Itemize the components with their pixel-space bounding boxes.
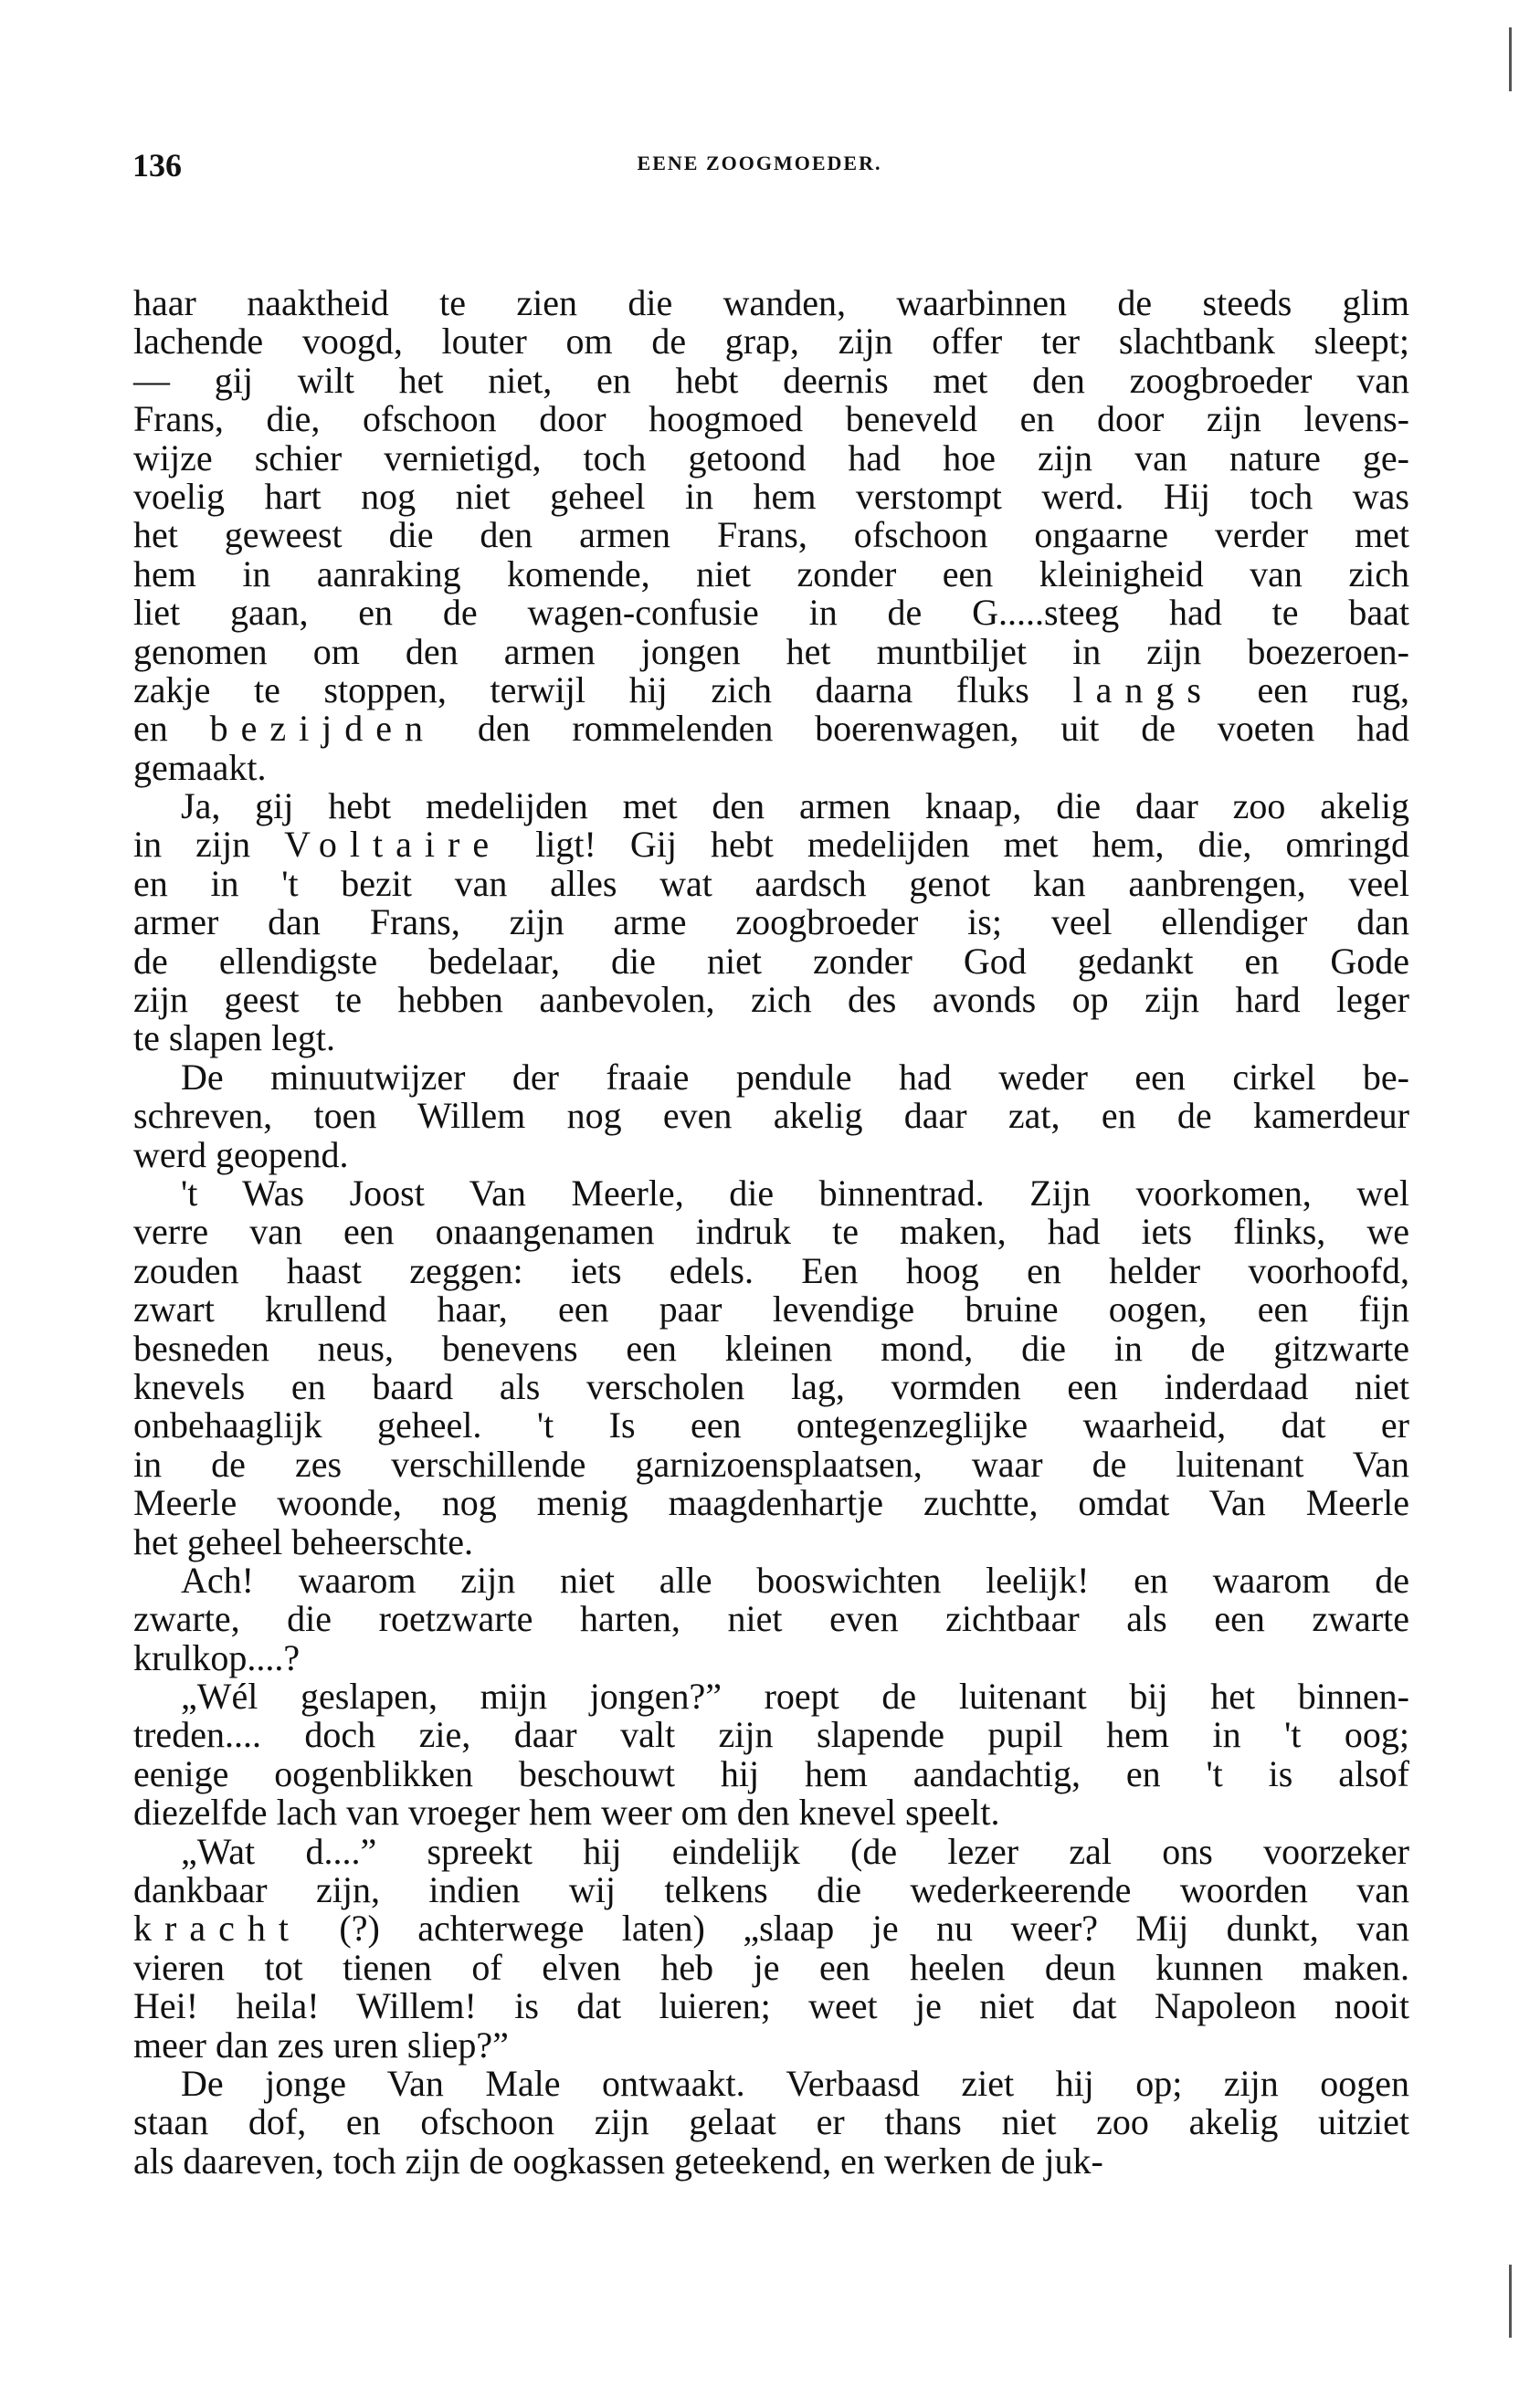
scan-edge-mark bbox=[1509, 27, 1512, 91]
letterspaced-emphasis: kracht bbox=[133, 1908, 301, 1950]
text-line: liet gaan, en de wagen-confusie in de G.....steeg had te baat bbox=[133, 592, 1409, 634]
text-line: Ja, gij hebt medelijden met den armen knaap, die daar zoo akelig bbox=[181, 785, 1409, 827]
text-line: treden.... doch zie, daar valt zijn slapende pupil hem in 't oog; bbox=[133, 1714, 1409, 1756]
text-line: zouden haast zeggen: iets edels. Een hoog en helder voorhoofd, bbox=[133, 1249, 1409, 1291]
text-line: Frans, die, ofschoon door hoogmoed beneveld en door zijn levens- bbox=[133, 398, 1409, 440]
text-line: staan dof, en ofschoon zijn gelaat er thans niet zoo akelig uitziet bbox=[133, 2101, 1409, 2143]
text-line: krulkop....? bbox=[133, 1636, 301, 1678]
scan-edge-mark bbox=[1509, 2265, 1512, 2338]
text-line: armer dan Frans, zijn arme zoogbroeder is; veel ellendiger dan bbox=[133, 901, 1409, 943]
text-segment: (?) achterwege laten) „slaap je nu weer? Mij dunkt, van bbox=[301, 1908, 1409, 1950]
text-line: hem in aanraking komende, niet zonder een kleinigheid van zich bbox=[133, 552, 1409, 594]
text-line: zwarte, die roetzwarte harten, niet even zichtbaar als een zwarte bbox=[133, 1598, 1409, 1640]
text-line: het geweest die den armen Frans, ofschoon ongaarne verder met bbox=[133, 514, 1409, 556]
text-line: — gij wilt het niet, en hebt deernis met den zoogbroeder van bbox=[133, 359, 1409, 401]
paragraph bbox=[133, 1830, 1409, 2066]
text-line: het geheel beheerschte. bbox=[133, 1520, 474, 1562]
text-segment: zakje te stoppen, terwijl hij zich daarna fluks bbox=[133, 668, 1073, 710]
paragraph bbox=[133, 1677, 1409, 1833]
text-segment: ligt! Gij hebt medelijden met hem, die, omringd bbox=[501, 824, 1409, 866]
text-line: knevels en baard als verscholen lag, vormden een inderdaad niet bbox=[133, 1365, 1409, 1407]
text-line: de ellendigste bedelaar, die niet zonder God gedankt en Gode bbox=[133, 940, 1409, 982]
text-line: De minuutwijzer der fraaie pendule had weder een cirkel be- bbox=[181, 1056, 1409, 1098]
paragraph bbox=[133, 787, 1409, 1058]
letterspaced-emphasis: bezijden bbox=[209, 708, 437, 750]
text-line: haar naaktheid te zien die wanden, waarbinnen de steeds glim bbox=[133, 282, 1409, 323]
text-line: besneden neus, benevens een kleinen mond, die in de gitzwarte bbox=[133, 1327, 1409, 1369]
paragraph bbox=[133, 2062, 1409, 2182]
text-line: schreven, toen Willem nog even akelig daar zat, en de kamerdeur bbox=[133, 1095, 1409, 1137]
paragraph bbox=[133, 1174, 1409, 1562]
text-line: wijze schier vernietigd, toch getoond had hoe zijn van nature ge- bbox=[133, 436, 1409, 478]
text-line: werd geopend. bbox=[133, 1133, 349, 1175]
text-line: 't Was Joost Van Meerle, die binnentrad. Zijn voorkomen, wel bbox=[181, 1172, 1409, 1214]
page-number: 136 bbox=[132, 147, 182, 184]
text-line: vieren tot tienen of elven heb je een heelen deun kunnen maken. bbox=[133, 1946, 1409, 1988]
text-segment: een rug, bbox=[1213, 668, 1409, 710]
text-line: en in 't bezit van alles wat aardsch genot kan aanbrengen, veel bbox=[133, 862, 1409, 904]
body-text bbox=[133, 284, 1409, 2181]
text-line: „Wat d....” spreekt hij eindelijk (de lezer zal ons voorzeker bbox=[181, 1830, 1409, 1872]
text-line bbox=[133, 668, 1409, 710]
text-segment: in zijn bbox=[133, 824, 285, 866]
text-line: Hei! heila! Willem! is dat luieren; weet je niet dat Napoleon nooit bbox=[133, 1985, 1409, 2027]
text-line bbox=[133, 710, 1409, 748]
text-line: onbehaaglijk geheel. 't Is een ontegenzeglijke waarheid, dat er bbox=[133, 1404, 1409, 1446]
text-line: in de zes verschillende garnizoensplaatsen, waar de luitenant Van bbox=[133, 1443, 1409, 1485]
paragraph bbox=[133, 1058, 1409, 1174]
text-line: eenige oogenblikken beschouwt hij hem aandachtig, en 't is alsof bbox=[133, 1752, 1409, 1794]
text-line: Meerle woonde, nog menig maagdenhartje zuchtte, omdat Van Meerle bbox=[133, 1482, 1409, 1524]
text-line: „Wél geslapen, mijn jongen?” roept de luitenant bij het binnen- bbox=[181, 1676, 1409, 1718]
text-segment: den rommelenden boerenwagen, uit de voeten had bbox=[436, 708, 1409, 750]
letterspaced-emphasis: Voltaire bbox=[284, 824, 502, 866]
letterspaced-emphasis: langs bbox=[1072, 668, 1214, 710]
text-line: zijn geest te hebben aanbevolen, zich des avonds op zijn hard leger bbox=[133, 979, 1409, 1021]
text-segment: en bbox=[133, 708, 210, 750]
running-head: EENE ZOOGMOEDER. bbox=[637, 152, 882, 174]
text-line: dankbaar zijn, indien wij telkens die wederkeerende woorden van bbox=[133, 1869, 1409, 1911]
text-line: genomen om den armen jongen het muntbiljet in zijn boezeroen- bbox=[133, 630, 1409, 672]
text-line: lachende voogd, louter om de grap, zijn offer ter slachtbank sleept; bbox=[133, 321, 1409, 363]
text-line: te slapen legt. bbox=[133, 1017, 336, 1059]
text-line: De jonge Van Male ontwaakt. Verbaasd ziet hij op; zijn oogen bbox=[181, 2062, 1409, 2104]
text-line: gemaakt. bbox=[133, 746, 267, 788]
text-line: meer dan zes uren sliep?” bbox=[133, 2024, 509, 2066]
text-line: Ach! waarom zijn niet alle booswichten leelijk! en waarom de bbox=[181, 1559, 1409, 1601]
text-line bbox=[133, 825, 1409, 864]
text-line bbox=[133, 1909, 1409, 1948]
text-line: zwart krullend haar, een paar levendige bruine oogen, een fijn bbox=[133, 1288, 1409, 1330]
paragraph bbox=[133, 1559, 1409, 1678]
text-line: voelig hart nog niet geheel in hem verstompt werd. Hij toch was bbox=[133, 475, 1409, 517]
text-line: als daareven, toch zijn de oogkassen geteekend, en werken de juk- bbox=[133, 2140, 1103, 2182]
text-line: diezelfde lach van vroeger hem weer om den knevel speelt. bbox=[133, 1792, 1000, 1834]
text-line: verre van een onaangenamen indruk te maken, had iets flinks, we bbox=[133, 1211, 1409, 1253]
paragraph bbox=[133, 284, 1409, 787]
